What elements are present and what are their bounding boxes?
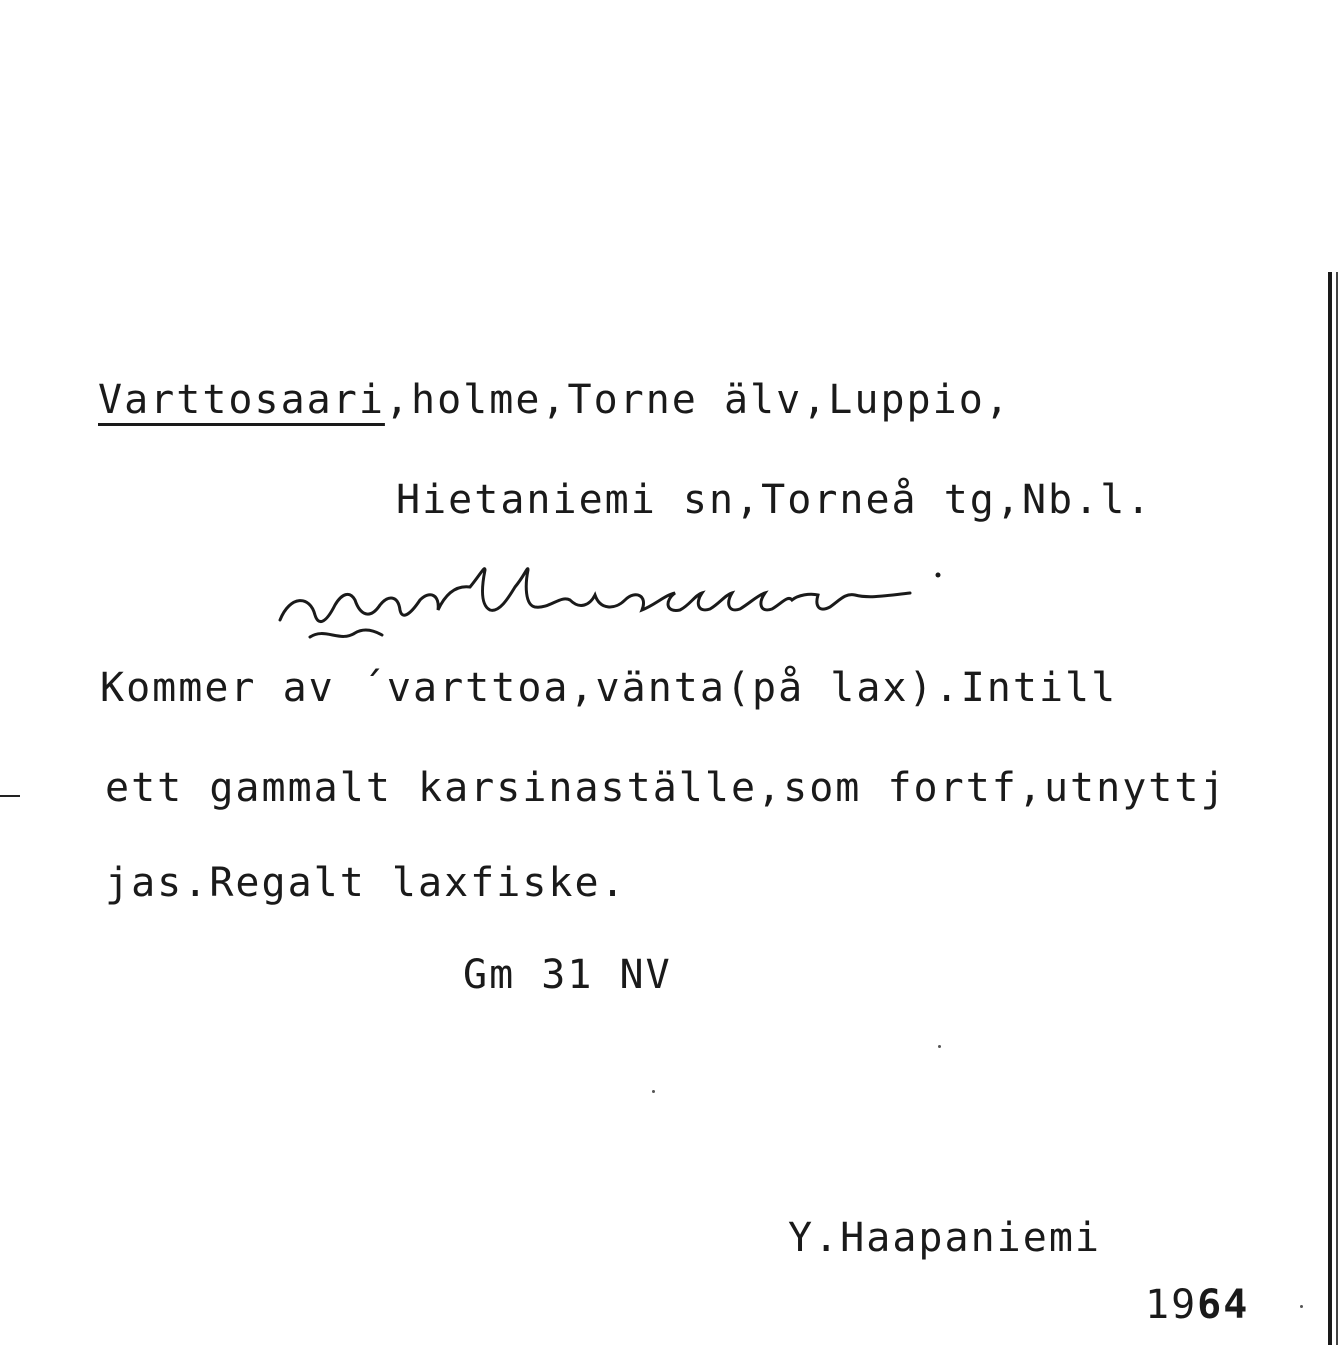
etymology-line-1: Kommer av ´varttoa,vänta(på lax).Intill bbox=[100, 665, 1118, 711]
margin-tick bbox=[0, 795, 20, 797]
location-line: Hietaniemi sn,Torneå tg,Nb.l. bbox=[396, 477, 1153, 523]
paper-speck bbox=[1300, 1305, 1303, 1308]
etymology-line-2: ett gammalt karsinaställe,som fortf,utnyttj bbox=[105, 765, 1227, 811]
card-edge-rule bbox=[1328, 272, 1332, 1345]
headword: Varttosaari bbox=[98, 377, 385, 423]
handwriting-diacritic bbox=[310, 630, 382, 637]
year-suffix: 64 bbox=[1197, 1282, 1250, 1328]
year bbox=[1145, 1282, 1250, 1328]
handwriting-dot bbox=[936, 573, 941, 578]
heading-description: ,holme,Torne älv,Luppio, bbox=[384, 377, 1011, 423]
paper-speck bbox=[652, 1090, 655, 1093]
map-reference: Gm 31 NV bbox=[463, 952, 672, 998]
entry-heading-line bbox=[98, 377, 1011, 423]
year-prefix: 19 bbox=[1145, 1282, 1198, 1328]
handwriting-stroke bbox=[280, 569, 910, 622]
paper-speck bbox=[938, 1045, 941, 1048]
card-edge-rule-inner bbox=[1336, 272, 1338, 1345]
etymology-line-3: jas.Regalt laxfiske. bbox=[105, 860, 627, 906]
author-signature: Y.Haapaniemi bbox=[788, 1215, 1101, 1261]
handwritten-pronunciation bbox=[270, 565, 960, 655]
